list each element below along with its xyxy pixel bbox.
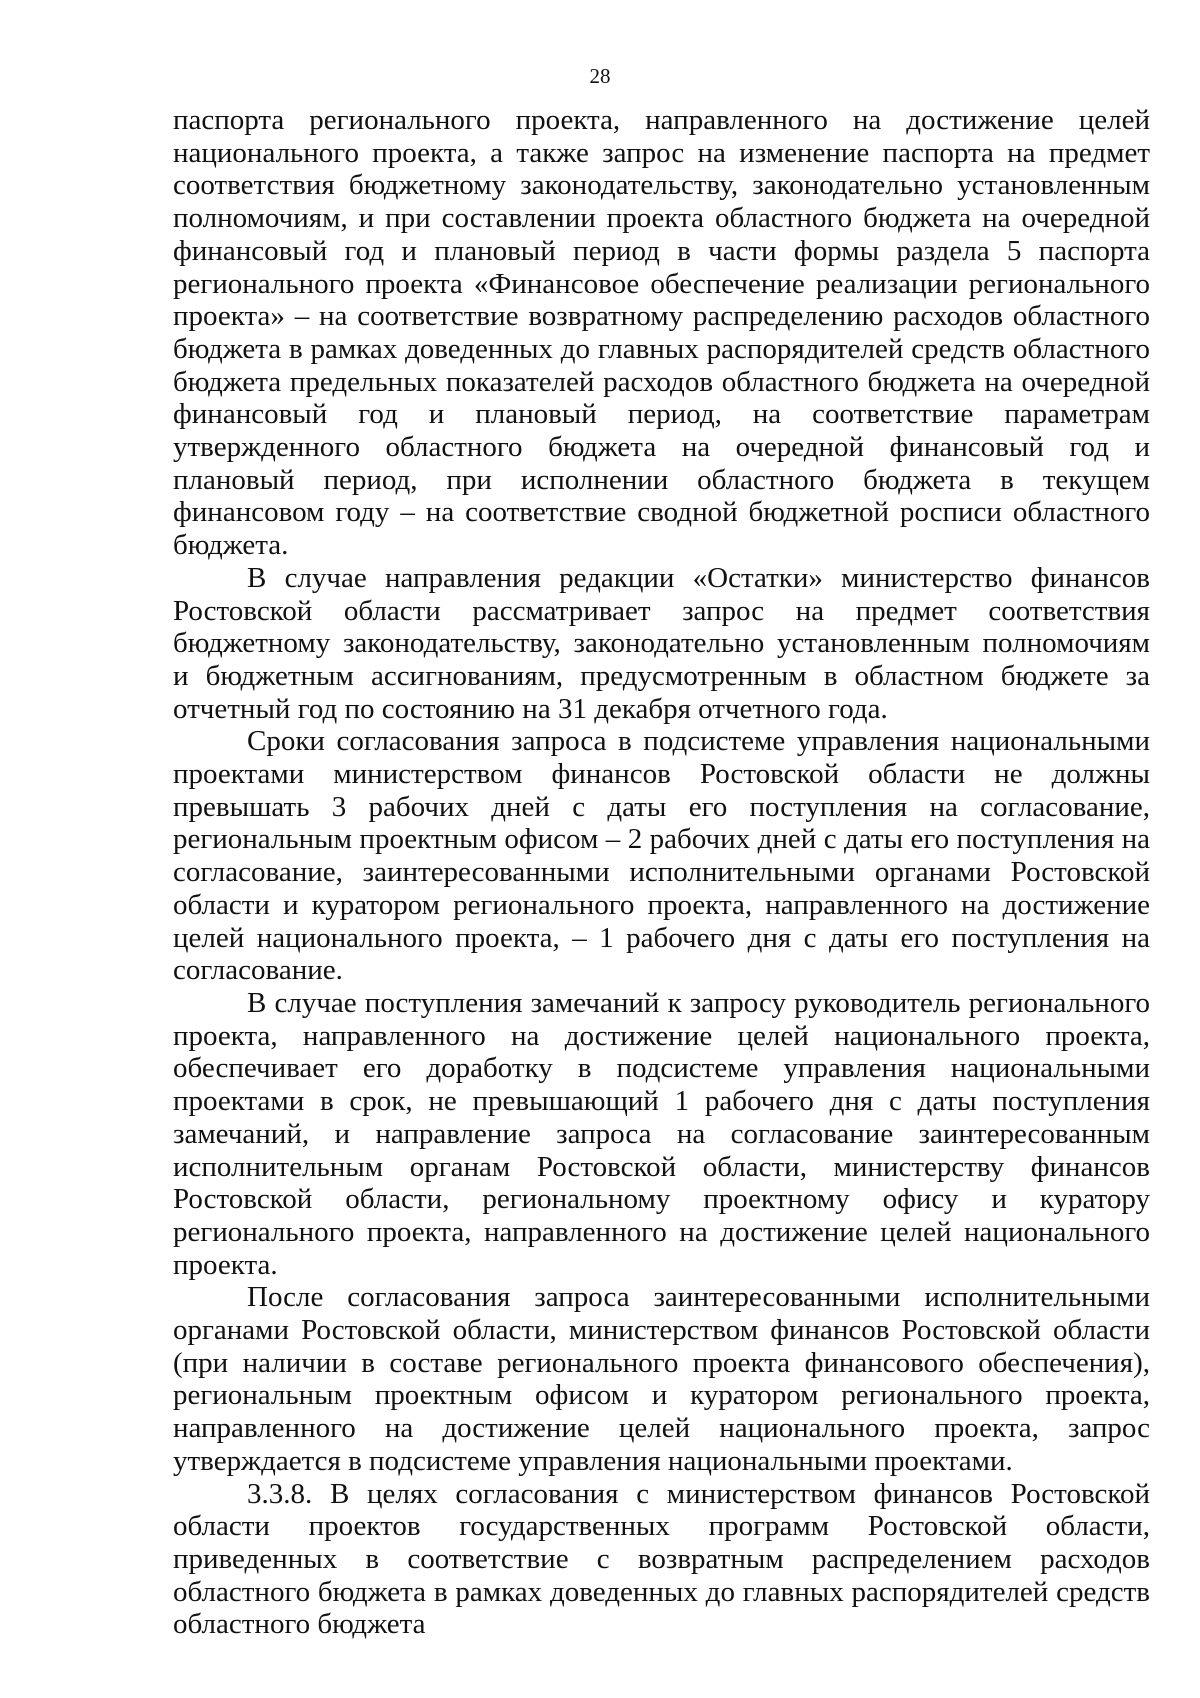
document-body [173, 104, 1150, 1641]
paragraph-section-3-3-8: 3.3.8. В целях согласования с министерством финансов Ростовской области проектов государственных программ Ростовской области, приведенных в соответствие с возвратным распределением расходов областного бюджета в рамках доведенных до главных распорядителей средств областного бюджета [173, 1477, 1150, 1641]
page-number: 28 [589, 64, 611, 88]
paragraph-approval-deadlines: Сроки согласования запроса в подсистеме управления национальными проектами министерством финансов Ростовской области не должны превышать 3 рабочих дней с даты его поступления на согласование, региональным проектным офисом – 2 рабочих дней с даты его поступления на согласование, заинтересованными исполнительными органами Ростовской области и куратором регионального проекта, направленного на достижение целей национального проекта, – 1 рабочего дня с даты его поступления на согласование. [173, 725, 1150, 987]
paragraph-ostatki-edition: В случае направления редакции «Остатки» министерство финансов Ростовской области рассматривает запрос на предмет соответствия бюджетному законодательству, законодательно установленным полномочиям и бюджетным ассигнованиям, предусмотренным в областном бюджете за отчетный год по состоянию на 31 декабря отчетного года. [173, 561, 1150, 725]
paragraph-request-approval: После согласования запроса заинтересованными исполнительными органами Ростовской области, министерством финансов Ростовской области (при наличии в составе регионального проекта финансового обеспечения), региональным проектным офисом и куратором регионального проекта, направленного на достижение целей национального проекта, запрос утверждается в подсистеме управления национальными проектами. [173, 1281, 1150, 1477]
paragraph-remarks-handling: В случае поступления замечаний к запросу руководитель регионального проекта, направленного на достижение целей национального проекта, обеспечивает его доработку в подсистеме управления национальными проектами в срок, не превышающий 1 рабочего дня с даты поступления замечаний, и направление запроса на согласование заинтересованным исполнительным органам Ростовской области, министерству финансов Ростовской области, региональному проектному офису и куратору регионального проекта, направленного на достижение целей национального проекта. [173, 986, 1150, 1281]
paragraph-continuation: паспорта регионального проекта, направленного на достижение целей национального проекта, а также запрос на изменение паспорта на предмет соответствия бюджетному законодательству, законодательно установленным полномочиям, и при составлении проекта областного бюджета на очередной финансовый год и плановый период в части формы раздела 5 паспорта регионального проекта «Финансовое обеспечение реализации регионального проекта» – на соответствие возвратному распределению расходов областного бюджета в рамках доведенных до главных распорядителей средств областного бюджета предельных показателей расходов областного бюджета на очередной финансовый год и плановый период, на соответствие параметрам утвержденного областного бюджета на очередной финансовый год и плановый период, при исполнении областного бюджета в текущем финансовом году – на соответствие сводной бюджетной росписи областного бюджета. [173, 104, 1150, 562]
